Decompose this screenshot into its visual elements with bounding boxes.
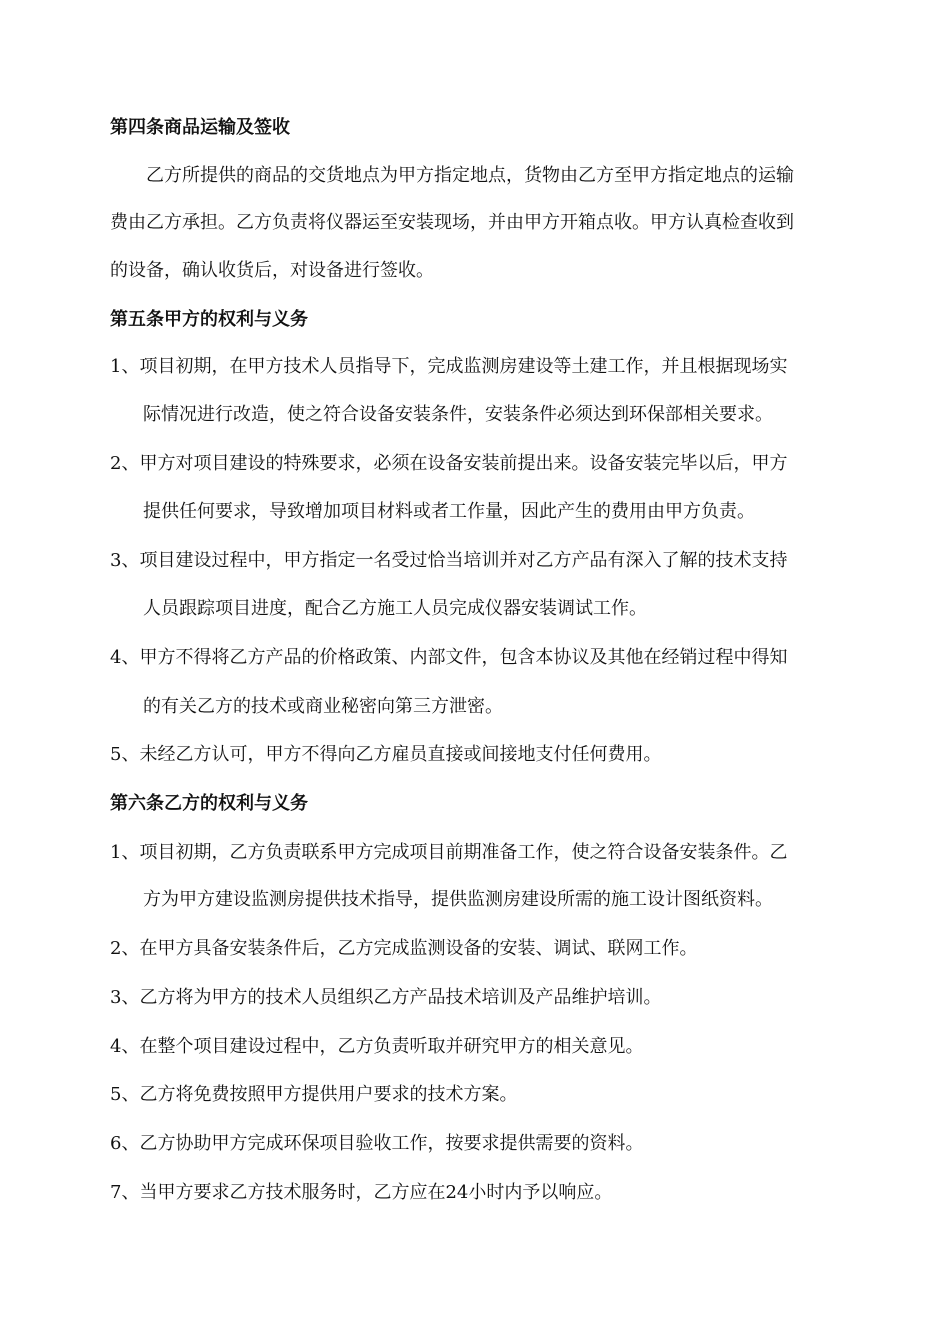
item-text: 项目初期，在甲方技术人员指导下，完成监测房建设等土建工作，并且根据现场实 (139, 356, 788, 377)
item-number: 7、 (110, 1182, 140, 1203)
section-6-title: 第六条乙方的权利与义务 (110, 793, 308, 814)
section-6-item-3 (110, 985, 661, 1011)
item-text: 甲方对项目建设的特殊要求，必须在设备安装前提出来。设备安装完毕以后，甲方 (139, 453, 788, 474)
item-text: 项目建设过程中，甲方指定一名受过恰当培训并对乙方产品有深入了解的技术支持 (139, 550, 788, 571)
item-number: 4、 (110, 647, 140, 668)
item-number: 2、 (110, 453, 140, 474)
section-4-title: 第四条商品运输及签收 (110, 117, 290, 138)
section-5-item-4-cont: 的有关乙方的技术或商业秘密向第三方泄密。 (143, 696, 503, 717)
item-text: 乙方将免费按照甲方提供用户要求的技术方案。 (139, 1084, 518, 1105)
section-5-item-3-cont: 人员跟踪项目进度，配合乙方施工人员完成仪器安装调试工作。 (143, 598, 647, 619)
item-number: 5、 (110, 744, 140, 765)
item-text: 在整个项目建设过程中，乙方负责听取并研究甲方的相关意见。 (139, 1036, 644, 1057)
section-4-para-line-1: 乙方所提供的商品的交货地点为甲方指定地点，货物由乙方至甲方指定地点的运输 (146, 165, 794, 186)
section-6-item-5 (110, 1082, 517, 1108)
section-6-item-1 (110, 840, 787, 866)
item-number: 4、 (110, 1036, 140, 1057)
section-4-para-line-2: 费由乙方承担。乙方负责将仪器运至安装现场，并由甲方开箱点收。甲方认真检查收到 (110, 212, 794, 233)
item-number: 3、 (110, 987, 140, 1008)
item-text: 乙方将为甲方的技术人员组织乙方产品技术培训及产品维护培训。 (139, 987, 662, 1008)
section-6-item-1-cont: 方为甲方建设监测房提供技术指导，提供监测房建设所需的施工设计图纸资料。 (143, 889, 773, 910)
section-5-item-3 (110, 548, 787, 574)
section-5-item-5 (110, 742, 661, 768)
item-text: 项目初期，乙方负责联系甲方完成项目前期准备工作，使之符合设备安装条件。乙 (139, 842, 788, 863)
item-text: 在甲方具备安装条件后，乙方完成监测设备的安装、调试、联网工作。 (139, 938, 698, 959)
section-5-title: 第五条甲方的权利与义务 (110, 309, 308, 330)
item-number: 6、 (110, 1133, 140, 1154)
item-text: 当甲方要求乙方技术服务时，乙方应在24小时内予以响应。 (139, 1182, 613, 1203)
item-number: 5、 (110, 1084, 140, 1105)
section-6-item-7 (110, 1180, 612, 1206)
item-text: 甲方不得将乙方产品的价格政策、内部文件，包含本协议及其他在经销过程中得知 (139, 647, 788, 668)
section-5-item-1 (110, 354, 787, 380)
section-6-item-4 (110, 1034, 643, 1060)
section-6-item-6 (110, 1131, 643, 1157)
section-5-item-4 (110, 645, 787, 671)
section-5-item-2 (110, 451, 787, 477)
item-text: 未经乙方认可，甲方不得向乙方雇员直接或间接地支付任何费用。 (139, 744, 662, 765)
item-number: 2、 (110, 938, 140, 959)
section-5-item-1-cont: 际情况进行改造，使之符合设备安装条件，安装条件必须达到环保部相关要求。 (143, 404, 773, 425)
item-text: 乙方协助甲方完成环保项目验收工作，按要求提供需要的资料。 (139, 1133, 644, 1154)
section-4-para-line-3: 的设备，确认收货后，对设备进行签收。 (110, 260, 434, 281)
section-5-item-2-cont: 提供任何要求，导致增加项目材料或者工作量，因此产生的费用由甲方负责。 (143, 501, 755, 522)
item-number: 1、 (110, 356, 140, 377)
section-6-item-2 (110, 936, 697, 962)
item-number: 1、 (110, 842, 140, 863)
item-number: 3、 (110, 550, 140, 571)
